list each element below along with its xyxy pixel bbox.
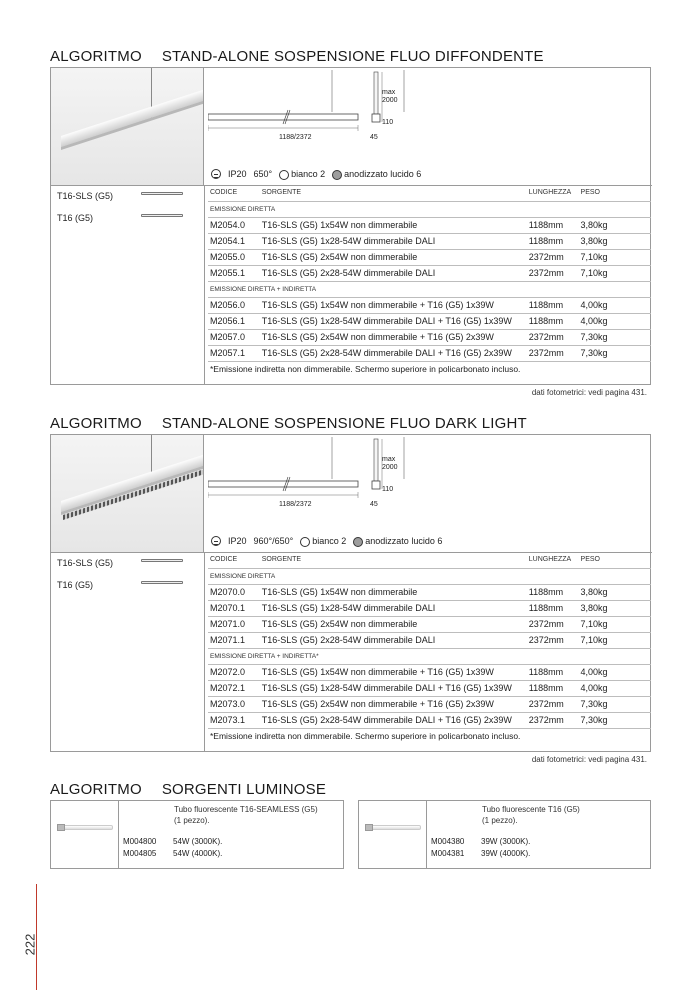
table-row (208, 297, 651, 313)
tube-icon (371, 825, 421, 830)
col-header: PESO (579, 185, 651, 201)
depth-label: 45 (370, 134, 378, 141)
table-cell: 2372mm (527, 632, 579, 648)
table-row (208, 329, 651, 345)
depth-label: 45 (370, 501, 378, 508)
table-row (208, 313, 651, 329)
beam-angle: 650° (253, 169, 273, 180)
max-value: 2000 (382, 97, 398, 104)
table-cell: 1188mm (527, 664, 579, 680)
page-number: 222 (22, 933, 38, 956)
tube-icon (63, 825, 113, 830)
ip-rating: IP20 (228, 536, 247, 547)
table-row (208, 345, 651, 361)
table-row (208, 265, 651, 281)
table-cell: 2372mm (527, 616, 579, 632)
table-cell: 1188mm (527, 680, 579, 696)
col-header: CODICE (208, 185, 260, 201)
table-cell: M2057.1 (208, 345, 260, 361)
lamp-row (431, 849, 530, 858)
color-option-anodized: anodizzato lucido 6 (365, 536, 443, 546)
width-label: 1188/2372 (279, 134, 312, 141)
product-box-dark-light (50, 434, 651, 752)
lamp-card (358, 800, 651, 869)
brand-label: ALGORITMO (50, 48, 142, 65)
table-cell: 1188mm (527, 313, 579, 329)
ground-icon (211, 169, 221, 179)
product-title: STAND-ALONE SOSPENSIONE FLUO DARK LIGHT (161, 415, 527, 432)
table-cell: T16-SLS (G5) 1x28-54W dimmerabile DALI + T16 (G5) 1x39W (260, 680, 527, 696)
lamp-code: M004381 (431, 849, 465, 858)
table-cell: M2070.0 (208, 584, 260, 600)
lamp-row (431, 837, 530, 846)
table-cell: M2073.1 (208, 712, 260, 728)
table-cell: M2057.0 (208, 329, 260, 345)
table-cell: 1188mm (527, 297, 579, 313)
table-cell: M2073.0 (208, 696, 260, 712)
col-header: SORGENTE (260, 185, 527, 201)
table-cell: T16-SLS (G5) 1x28-54W dimmerabile DALI (260, 233, 527, 249)
table-cell: 4,00kg (579, 680, 651, 696)
table-cell: T16-SLS (G5) 1x54W non dimmerabile (260, 217, 527, 233)
table-cell: 3,80kg (579, 233, 651, 249)
ip-rating: IP20 (228, 169, 247, 180)
white-swatch-icon (300, 537, 310, 547)
table-cell: 2372mm (527, 329, 579, 345)
table-cell: T16-SLS (G5) 1x28-54W dimmerabile DALI + T16 (G5) 1x39W (260, 313, 527, 329)
table-cell: M2072.0 (208, 664, 260, 680)
table-row (208, 217, 651, 233)
color-option-anodized: anodizzato lucido 6 (344, 169, 422, 179)
max-label: max (382, 456, 396, 463)
table-cell: T16-SLS (G5) 1x54W non dimmerabile (260, 584, 527, 600)
source-label: T16-SLS (G5) (57, 558, 114, 568)
sources-title: SORGENTI LUMINOSE (161, 781, 327, 798)
table-row (208, 584, 651, 600)
table-cell: T16-SLS (G5) 2x28-54W dimmerabile DALI (260, 632, 527, 648)
lamp-desc: 39W (4000K). (481, 849, 531, 858)
group-label: EMISSIONE DIRETTA (208, 201, 651, 217)
table-row (208, 600, 651, 616)
max-label: max (382, 89, 396, 96)
photometric-note: dati fotometrici: vedi pagina 431. (531, 755, 647, 764)
photometric-note: dati fotometrici: vedi pagina 431. (531, 388, 647, 397)
spec-line (211, 536, 442, 547)
table-cell: 7,30kg (579, 712, 651, 728)
table-row (208, 696, 651, 712)
lamp-row (123, 849, 222, 858)
table-cell: 2372mm (527, 696, 579, 712)
table-cell: 4,00kg (579, 297, 651, 313)
lamp-code: M004800 (123, 837, 157, 846)
table-cell: 1188mm (527, 600, 579, 616)
lamp-desc: 54W (4000K). (173, 849, 223, 858)
col-header: LUNGHEZZA (527, 185, 579, 201)
height-label: 110 (382, 486, 394, 493)
table-cell: 3,80kg (579, 584, 651, 600)
product-photo (51, 435, 204, 553)
lamp-desc: 39W (3000K). (481, 837, 531, 846)
tube-icon (141, 192, 183, 195)
table-cell: T16-SLS (G5) 1x54W non dimmerabile + T16 (G5) 1x39W (260, 297, 527, 313)
table-row (208, 632, 651, 648)
table-cell: T16-SLS (G5) 2x28-54W dimmerabile DALI (260, 265, 527, 281)
table-cell: M2056.0 (208, 297, 260, 313)
brand-label: ALGORITMO (50, 415, 142, 432)
table-row (208, 664, 651, 680)
table-cell: 7,10kg (579, 632, 651, 648)
table-cell: 1188mm (527, 233, 579, 249)
tube-cap-icon (57, 824, 65, 831)
lamp-photo (359, 801, 427, 868)
table-row (208, 680, 651, 696)
width-label: 1188/2372 (279, 501, 312, 508)
product-table (208, 552, 651, 744)
table-cell: M2055.1 (208, 265, 260, 281)
section-title-dark-light (50, 415, 527, 432)
col-header: PESO (579, 552, 651, 568)
beam-angle: 960°/650° (253, 536, 294, 547)
group-label: EMISSIONE DIRETTA + INDIRETTA (208, 281, 651, 297)
tube-cap-icon (365, 824, 373, 831)
table-cell: T16-SLS (G5) 2x28-54W dimmerabile DALI + T16 (G5) 2x39W (260, 345, 527, 361)
color-option-white: bianco 2 (291, 169, 326, 179)
table-cell: 1188mm (527, 584, 579, 600)
table-cell: M2056.1 (208, 313, 260, 329)
table-cell: 1188mm (527, 217, 579, 233)
max-value: 2000 (382, 464, 398, 471)
table-cell: M2054.1 (208, 233, 260, 249)
tube-icon (141, 559, 183, 562)
group-label: EMISSIONE DIRETTA + INDIRETTA* (208, 648, 651, 664)
grey-swatch-icon (353, 537, 363, 547)
col-header: SORGENTE (260, 552, 527, 568)
lamp-row (123, 837, 222, 846)
table-cell: 7,10kg (579, 265, 651, 281)
table-cell: M2070.1 (208, 600, 260, 616)
table-cell: 7,30kg (579, 345, 651, 361)
table-row (208, 712, 651, 728)
table-cell: M2054.0 (208, 217, 260, 233)
table-cell: 4,00kg (579, 313, 651, 329)
brand-label: ALGORITMO (50, 781, 142, 798)
tube-icon (141, 214, 183, 217)
white-swatch-icon (279, 170, 289, 180)
footnote: *Emissione indiretta non dimmerabile. Schermo superiore in policarbonato incluso. (210, 364, 521, 375)
lamp-code: M004805 (123, 849, 157, 858)
technical-drawing (208, 437, 458, 517)
table-cell: 7,30kg (579, 696, 651, 712)
table-cell: M2055.0 (208, 249, 260, 265)
lamp-card (50, 800, 344, 869)
lamp-title: Tubo fluorescente T16-SEAMLESS (G5) (1 pezzo). (174, 805, 318, 825)
table-cell: M2071.1 (208, 632, 260, 648)
product-photo (51, 68, 204, 186)
lamp-title: Tubo fluorescente T16 (G5) (1 pezzo). (482, 805, 580, 825)
product-box-diffondente (50, 67, 651, 385)
source-label: T16 (G5) (57, 580, 94, 590)
col-header: LUNGHEZZA (527, 552, 579, 568)
lamp-desc: 54W (3000K). (173, 837, 223, 846)
table-cell: 2372mm (527, 345, 579, 361)
height-label: 110 (382, 119, 394, 126)
product-title: STAND-ALONE SOSPENSIONE FLUO DIFFONDENTE (161, 48, 544, 65)
table-cell: M2072.1 (208, 680, 260, 696)
source-label: T16-SLS (G5) (57, 191, 114, 201)
table-cell: 7,30kg (579, 329, 651, 345)
section-title-diffondente (50, 48, 544, 65)
table-cell: T16-SLS (G5) 1x54W non dimmerabile + T16 (G5) 1x39W (260, 664, 527, 680)
tube-icon (141, 581, 183, 584)
table-cell: 2372mm (527, 265, 579, 281)
spec-line (211, 169, 421, 180)
table-cell: T16-SLS (G5) 2x54W non dimmerabile (260, 249, 527, 265)
table-cell: 2372mm (527, 712, 579, 728)
table-cell: 3,80kg (579, 217, 651, 233)
table-row (208, 249, 651, 265)
lamp-photo (51, 801, 119, 868)
product-table (208, 185, 651, 377)
group-label: EMISSIONE DIRETTA (208, 568, 651, 584)
table-cell: T16-SLS (G5) 2x28-54W dimmerabile DALI + T16 (G5) 2x39W (260, 712, 527, 728)
table-cell: 3,80kg (579, 600, 651, 616)
col-header: CODICE (208, 552, 260, 568)
table-cell: 7,10kg (579, 616, 651, 632)
footnote: *Emissione indiretta non dimmerabile. Schermo superiore in policarbonato incluso. (210, 731, 521, 742)
technical-drawing (208, 70, 458, 150)
table-cell: 2372mm (527, 249, 579, 265)
table-row (208, 616, 651, 632)
color-option-white: bianco 2 (312, 536, 347, 546)
table-cell: 7,10kg (579, 249, 651, 265)
table-cell: T16-SLS (G5) 1x28-54W dimmerabile DALI (260, 600, 527, 616)
table-cell: M2071.0 (208, 616, 260, 632)
lamp-code: M004380 (431, 837, 465, 846)
table-cell: 4,00kg (579, 664, 651, 680)
table-cell: T16-SLS (G5) 2x54W non dimmerabile (260, 616, 527, 632)
table-row (208, 233, 651, 249)
grey-swatch-icon (332, 170, 342, 180)
table-cell: T16-SLS (G5) 2x54W non dimmerabile + T16 (G5) 2x39W (260, 696, 527, 712)
source-label: T16 (G5) (57, 213, 94, 223)
table-cell: T16-SLS (G5) 2x54W non dimmerabile + T16 (G5) 2x39W (260, 329, 527, 345)
ground-icon (211, 536, 221, 546)
section-title-sources (50, 781, 326, 798)
